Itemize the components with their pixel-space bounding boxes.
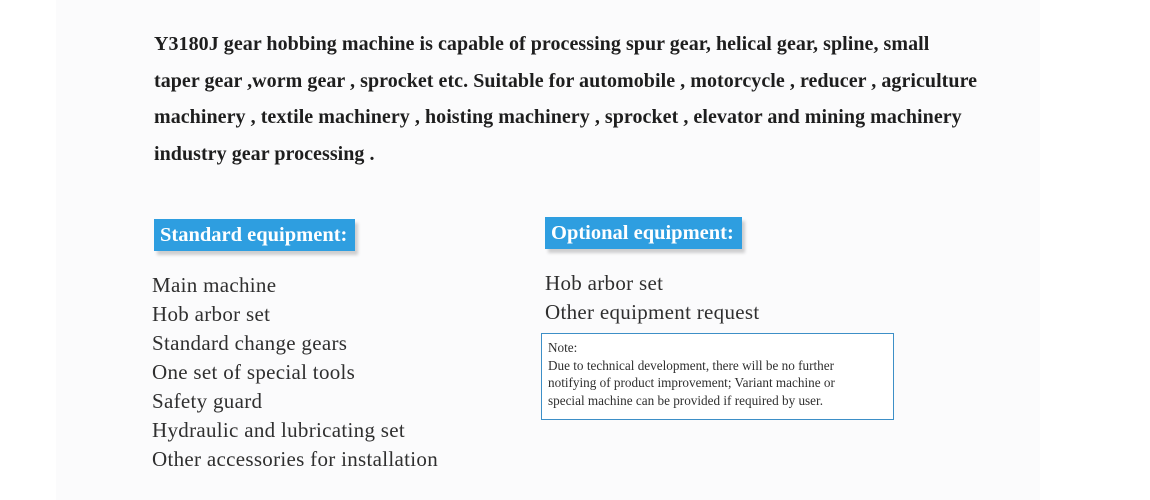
- list-item: Main machine: [152, 273, 277, 297]
- standard-equipment-heading: Standard equipment:: [154, 219, 355, 251]
- list-item: One set of special tools: [152, 360, 356, 384]
- note-line: notifying of product improvement; Variant machine or: [548, 375, 835, 390]
- list-item: Hydraulic and lubricating set: [152, 418, 406, 442]
- standard-equipment-list: [152, 271, 438, 474]
- list-item: Other accessories for installation: [152, 447, 439, 471]
- intro-line: industry gear processing .: [154, 142, 375, 165]
- intro-line: Y3180J gear hobbing machine is capable of processing spur gear, helical gear, spline, small: [154, 33, 930, 55]
- optional-equipment-heading: Optional equipment:: [545, 217, 742, 249]
- note-line: special machine can be provided if required by user.: [548, 392, 823, 408]
- intro-paragraph: [154, 26, 1024, 172]
- optional-equipment-list: [545, 269, 760, 327]
- list-item: Hob arbor set: [152, 302, 271, 326]
- note-line: Due to technical development, there will be no further: [548, 357, 834, 373]
- note-box: [541, 333, 894, 420]
- list-item: Safety guard: [152, 389, 263, 413]
- intro-line: machinery , textile machinery , hoisting machinery , sprocket , elevator and mining machinery: [154, 106, 962, 128]
- list-item: Other equipment request: [545, 300, 760, 324]
- note-title: Note:: [548, 340, 578, 355]
- intro-line: taper gear ,worm gear , sprocket etc. Suitable for automobile , motorcycle , reducer , agriculture: [154, 69, 978, 92]
- list-item: Hob arbor set: [545, 271, 664, 295]
- list-item: Standard change gears: [152, 331, 348, 355]
